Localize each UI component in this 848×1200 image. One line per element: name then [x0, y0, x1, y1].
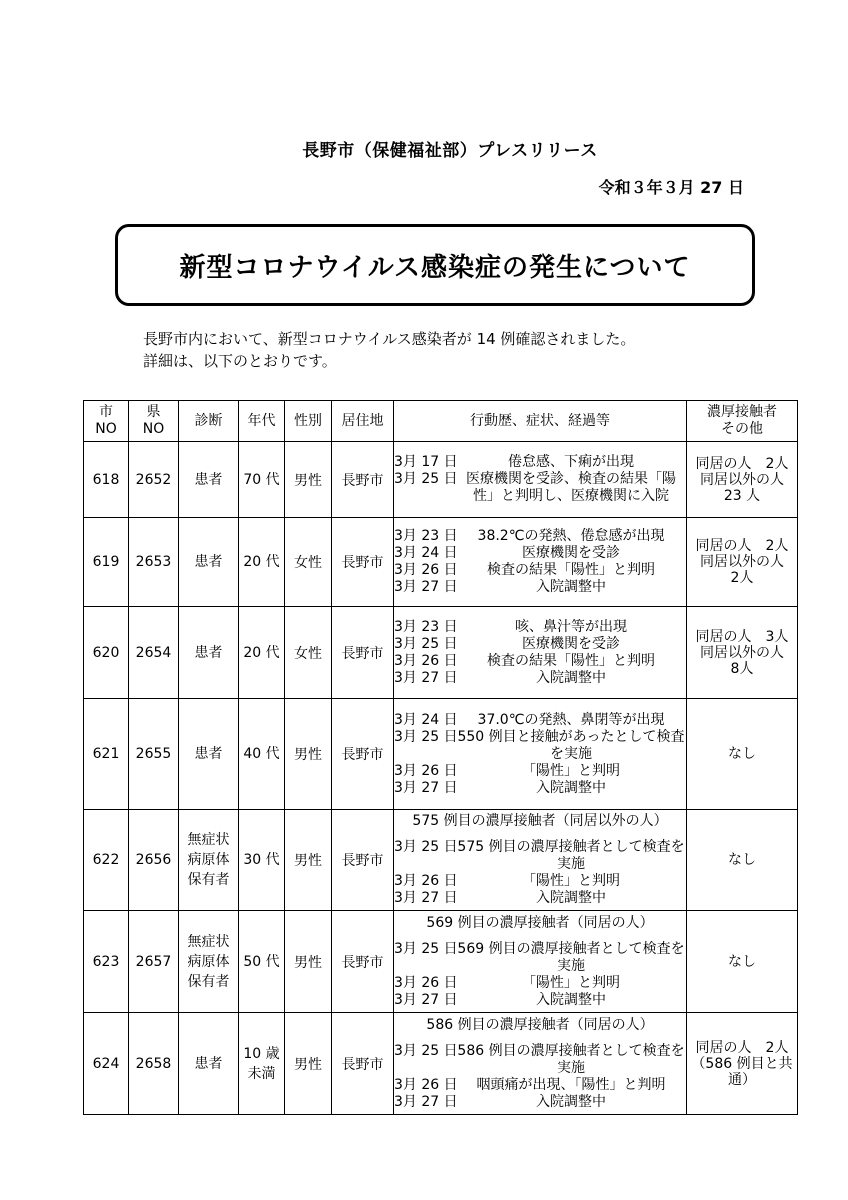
history-date: 3月 26 日: [394, 974, 458, 991]
history-date: 3月 26 日: [394, 873, 458, 889]
history-text: 入院調整中: [536, 669, 606, 686]
contacts-cell: [687, 518, 798, 607]
history-text: 575 例目の濃厚接触者として検査を実施: [457, 839, 685, 872]
age-line: 10 歳: [243, 1045, 280, 1062]
history-cell: [394, 810, 687, 911]
residence-cell: 長野市: [332, 699, 394, 810]
diagnosis-cell: [179, 607, 239, 699]
history-entry: [394, 1094, 686, 1111]
contact-line: 同居の人 2人: [695, 455, 789, 472]
city-no-cell: 622: [84, 810, 129, 911]
history-entry: [394, 975, 686, 992]
age-line: 30 代: [243, 852, 280, 868]
history-text: 550 例目と接触があったとして検査を実施: [457, 728, 685, 762]
table-row: [84, 607, 798, 699]
diagnosis-line: 患者: [194, 554, 223, 570]
history-entry: [394, 454, 686, 471]
contact-line: 同居以外の人: [700, 554, 784, 570]
history-text: 入院調整中: [536, 890, 606, 906]
history-text: 「陽性」と判明: [522, 974, 620, 991]
history-entry: [394, 873, 686, 890]
sex-cell: 女性: [285, 518, 332, 607]
contact-line: 23 人: [723, 487, 761, 504]
table-row: [84, 699, 798, 810]
press-release-header: 長野市（保健福祉部）プレスリリース: [302, 141, 598, 161]
sex-cell: 男性: [285, 810, 332, 911]
history-cell: [394, 1013, 687, 1115]
pref-no-cell: 2654: [129, 607, 179, 699]
history-date: 3月 17 日: [394, 454, 458, 470]
history-date: 3月 27 日: [394, 991, 458, 1008]
sex-cell: 女性: [285, 607, 332, 699]
history-text: 入院調整中: [536, 779, 606, 796]
age-cell: [239, 442, 285, 518]
city-no-cell: 624: [84, 1013, 129, 1115]
history-entry: [394, 636, 686, 653]
residence-cell: 長野市: [332, 607, 394, 699]
pref-no-cell: 2653: [129, 518, 179, 607]
age-line: 40 代: [243, 746, 280, 762]
age-cell: [239, 607, 285, 699]
table-header-row: [84, 401, 798, 442]
history-date: 3月 26 日: [394, 652, 458, 669]
release-date: 令和３年３月 27 日: [598, 178, 744, 197]
intro-line: 長野市内において、新型コロナウイルス感染者が 14 例確認されました。: [143, 330, 636, 348]
history-date: 3月 25 日: [394, 471, 458, 487]
history-entry: [394, 471, 686, 505]
document-title: 新型コロナウイルス感染症の発生について: [179, 252, 691, 283]
header-history: 行動歴、症状、経過等: [394, 401, 687, 442]
diagnosis-line: 保有者: [187, 872, 230, 888]
diagnosis-cell: [179, 518, 239, 607]
residence-cell: 長野市: [332, 810, 394, 911]
contact-line: 同居以外の人: [700, 644, 784, 661]
history-text: 医療機関を受診、検査の結果「陽性」と判明し、医療機関に入院: [466, 471, 676, 504]
history-date: 3月 25 日: [394, 1042, 458, 1059]
diagnosis-line: 病原体: [187, 953, 230, 970]
history-entry: [394, 712, 686, 729]
contacts-cell: [687, 911, 798, 1013]
history-date: 3月 27 日: [394, 579, 458, 595]
diagnosis-line: 患者: [194, 644, 223, 661]
contact-line: なし: [728, 746, 756, 762]
history-entry: [394, 992, 686, 1009]
table-row: [84, 911, 798, 1013]
history-text: 「陽性」と判明: [522, 762, 620, 779]
diagnosis-cell: [179, 1013, 239, 1115]
header-city-no: 市 NO: [84, 401, 129, 442]
history-cell: [394, 442, 687, 518]
history-text: 検査の結果「陽性」と判明: [487, 562, 655, 578]
header-pref-no: 県 NO: [129, 401, 179, 442]
history-date: 3月 25 日: [394, 839, 458, 855]
history-date: 3月 23 日: [394, 618, 458, 635]
age-cell: [239, 1013, 285, 1115]
title-box: [115, 224, 755, 306]
history-entry: [394, 941, 686, 975]
diagnosis-line: 無症状: [187, 832, 230, 848]
age-cell: [239, 518, 285, 607]
header-diagnosis: 診断: [179, 401, 239, 442]
city-no-cell: 621: [84, 699, 129, 810]
age-line: 70 代: [243, 471, 280, 488]
history-text: 入院調整中: [536, 579, 606, 595]
history-date: 3月 24 日: [394, 545, 458, 561]
contact-line: 通）: [728, 1071, 756, 1088]
contact-line: 8人: [730, 660, 754, 677]
pref-no-cell: 2652: [129, 442, 179, 518]
header-contacts: 濃厚接触者 その他: [687, 401, 798, 442]
history-entry: [394, 528, 686, 545]
history-text: 医療機関を受診: [522, 545, 620, 561]
pref-no-cell: 2655: [129, 699, 179, 810]
cases-table: [83, 400, 798, 1115]
history-entry: [394, 562, 686, 579]
intro-line: 詳細は、以下のとおりです。: [143, 352, 337, 370]
sex-cell: 男性: [285, 1013, 332, 1115]
diagnosis-cell: [179, 442, 239, 518]
diagnosis-line: 患者: [194, 1055, 223, 1072]
pref-no-cell: 2657: [129, 911, 179, 1013]
city-no-cell: 620: [84, 607, 129, 699]
contact-line: （586 例目と共: [691, 1055, 793, 1072]
history-date: 3月 23 日: [394, 528, 458, 544]
diagnosis-cell: [179, 810, 239, 911]
age-line: 20 代: [243, 554, 280, 570]
history-entry: [394, 619, 686, 636]
diagnosis-line: 無症状: [187, 933, 230, 950]
contacts-cell: [687, 1013, 798, 1115]
history-date: 3月 27 日: [394, 779, 458, 796]
history-entry: [394, 545, 686, 562]
sex-cell: 男性: [285, 911, 332, 1013]
history-entry: [394, 1077, 686, 1094]
history-entry: [394, 763, 686, 780]
contacts-cell: [687, 810, 798, 911]
residence-cell: 長野市: [332, 911, 394, 1013]
history-entry: [394, 729, 686, 763]
contacts-cell: [687, 699, 798, 810]
history-entry: [394, 890, 686, 907]
table-row: [84, 810, 798, 911]
history-entry: [394, 579, 686, 596]
history-text: 37.0℃の発熱、鼻閉等が出現: [477, 711, 665, 728]
history-entry: [394, 1043, 686, 1077]
header-residence: 居住地: [332, 401, 394, 442]
contact-note: 569 例目の濃厚接触者（同居の人）: [426, 914, 654, 931]
history-cell: [394, 699, 687, 810]
history-text: 569 例目の濃厚接触者として検査を実施: [457, 940, 685, 974]
history-text: 咳、鼻汁等が出現: [515, 618, 627, 635]
history-date: 3月 25 日: [394, 728, 458, 745]
history-cell: [394, 607, 687, 699]
history-text: 咽頭痛が出現、「陽性」と判明: [476, 1076, 666, 1093]
history-entry: [394, 653, 686, 670]
pref-no-cell: 2656: [129, 810, 179, 911]
history-entry: [394, 670, 686, 687]
header-sex: 性別: [285, 401, 332, 442]
contact-line: 同居の人 2人: [695, 538, 789, 554]
history-text: 検査の結果「陽性」と判明: [487, 652, 655, 669]
history-date: 3月 27 日: [394, 669, 458, 686]
sex-cell: 男性: [285, 442, 332, 518]
history-cell: [394, 911, 687, 1013]
contacts-cell: [687, 607, 798, 699]
intro-text: [143, 328, 763, 372]
history-entry: [394, 780, 686, 797]
age-line: 50 代: [243, 953, 280, 970]
contact-note: 586 例目の濃厚接触者（同居の人）: [426, 1016, 654, 1033]
history-date: 3月 26 日: [394, 562, 458, 578]
residence-cell: 長野市: [332, 518, 394, 607]
history-date: 3月 25 日: [394, 940, 458, 957]
history-text: 38.2℃の発熱、倦怠感が出現: [477, 528, 665, 544]
sex-cell: 男性: [285, 699, 332, 810]
diagnosis-line: 患者: [194, 471, 223, 488]
residence-cell: 長野市: [332, 442, 394, 518]
history-date: 3月 24 日: [394, 711, 458, 728]
city-no-cell: 619: [84, 518, 129, 607]
diagnosis-line: 患者: [194, 746, 223, 762]
history-date: 3月 27 日: [394, 890, 458, 906]
history-text: 「陽性」と判明: [522, 873, 620, 889]
contact-line: 2人: [730, 570, 754, 586]
age-cell: [239, 810, 285, 911]
header-age: 年代: [239, 401, 285, 442]
table-row: [84, 518, 798, 607]
age-line: 20 代: [243, 644, 280, 661]
city-no-cell: 618: [84, 442, 129, 518]
history-date: 3月 26 日: [394, 1076, 458, 1093]
contact-line: なし: [728, 852, 756, 868]
contact-line: 同居以外の人: [700, 471, 784, 488]
history-date: 3月 27 日: [394, 1093, 458, 1110]
residence-cell: 長野市: [332, 1013, 394, 1115]
contact-line: 同居の人 2人: [695, 1039, 789, 1056]
history-text: 586 例目の濃厚接触者として検査を実施: [457, 1042, 685, 1076]
table-row: [84, 442, 798, 518]
contacts-cell: [687, 442, 798, 518]
history-date: 3月 25 日: [394, 635, 458, 652]
contact-line: 同居の人 3人: [695, 628, 789, 645]
diagnosis-cell: [179, 911, 239, 1013]
city-no-cell: 623: [84, 911, 129, 1013]
age-cell: [239, 911, 285, 1013]
history-cell: [394, 518, 687, 607]
history-text: 医療機関を受診: [522, 635, 620, 652]
history-text: 入院調整中: [536, 991, 606, 1008]
contact-line: なし: [728, 953, 756, 970]
table-row: [84, 1013, 798, 1115]
diagnosis-cell: [179, 699, 239, 810]
age-line: 未満: [247, 1065, 276, 1082]
diagnosis-line: 保有者: [187, 973, 230, 990]
pref-no-cell: 2658: [129, 1013, 179, 1115]
history-text: 入院調整中: [536, 1093, 606, 1110]
history-date: 3月 26 日: [394, 762, 458, 779]
contact-note: 575 例目の濃厚接触者（同居以外の人）: [412, 813, 668, 829]
age-cell: [239, 699, 285, 810]
diagnosis-line: 病原体: [187, 852, 230, 868]
history-entry: [394, 839, 686, 873]
history-text: 倦怠感、下痢が出現: [508, 454, 634, 470]
